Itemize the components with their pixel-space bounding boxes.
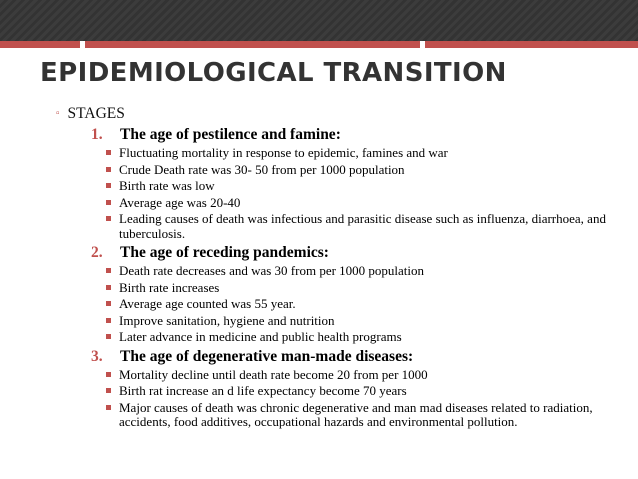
square-bullet-icon [105,401,119,430]
square-bullet-icon [105,212,119,241]
point-text: Death rate decreases and was 30 from per 1000 population [119,263,425,278]
list-item [105,297,626,312]
point-text: Average age counted was 55 year. [119,296,296,311]
list-item [105,212,626,241]
square-bullet-icon [105,330,119,345]
square-bullet-icon [105,196,119,211]
slide-title: EPIDEMIOLOGICAL TRANSITION [40,58,507,88]
list-item [105,401,626,430]
point-text: Average age was 20-40 [119,194,241,210]
list-item [105,264,626,279]
list-item [105,146,626,161]
list-item [105,179,626,194]
square-bullet-icon [105,368,119,383]
hollow-square-bullet-icon: ▫ [56,108,60,119]
stages-label: STAGES [67,105,125,122]
stage-number: 3. [91,347,103,365]
list-item [105,281,626,296]
square-bullet-icon [105,163,119,178]
point-text: Birth rate was low [119,178,215,193]
list-item [105,314,626,329]
square-bullet-icon [105,297,119,312]
stage-title-text: The age of degenerative man-made diseases: [120,347,414,365]
accent-bar-divider [420,41,425,48]
stage-title [91,244,626,262]
stage-points [105,146,626,241]
square-bullet-icon [105,146,119,161]
stage-title-text: The age of pestilence and famine: [120,126,341,143]
stage-title-text: The age of receding pandemics: [120,244,329,261]
square-bullet-icon [105,384,119,399]
point-text: Leading causes of death was infectious and parasitic disease such as influenza, diarrhoea, and tuberculosis. [119,211,606,241]
slide-content [56,104,626,432]
accent-bar-divider [80,41,85,48]
point-text: Birth rat increase an d life expectancy become 70 years [119,383,407,398]
point-text: Fluctuating mortality in response to epidemic, famines and war [119,145,448,160]
top-decorative-band [0,0,638,41]
square-bullet-icon [105,179,119,194]
list-item [105,384,626,399]
accent-bar [0,41,638,48]
list-item [105,368,626,383]
square-bullet-icon [105,264,119,279]
stage-number: 1. [91,126,103,143]
stage-title [91,126,626,144]
stage-points [105,368,626,430]
stages-heading [56,104,626,123]
stage-item [91,348,626,430]
list-item [105,330,626,345]
point-text: Later advance in medicine and public health programs [119,329,402,344]
stage-title [91,348,626,366]
list-item [105,163,626,178]
square-bullet-icon [105,281,119,296]
stage-points [105,264,626,345]
point-text: Birth rate increases [119,279,220,295]
point-text: Mortality decline until death rate become 20 from per 1000 [119,366,428,382]
point-text: Major causes of death was chronic degenerative and man mad diseases related to radiation, accidents, food additives, occupational hazards and environmental pollution. [119,399,593,429]
list-item [105,196,626,211]
stage-item [91,126,626,241]
point-text: Improve sanitation, hygiene and nutrition [119,312,335,328]
square-bullet-icon [105,314,119,329]
point-text: Crude Death rate was 30- 50 from per 1000 population [119,161,405,177]
stage-item [91,244,626,345]
stage-number: 2. [91,244,103,261]
